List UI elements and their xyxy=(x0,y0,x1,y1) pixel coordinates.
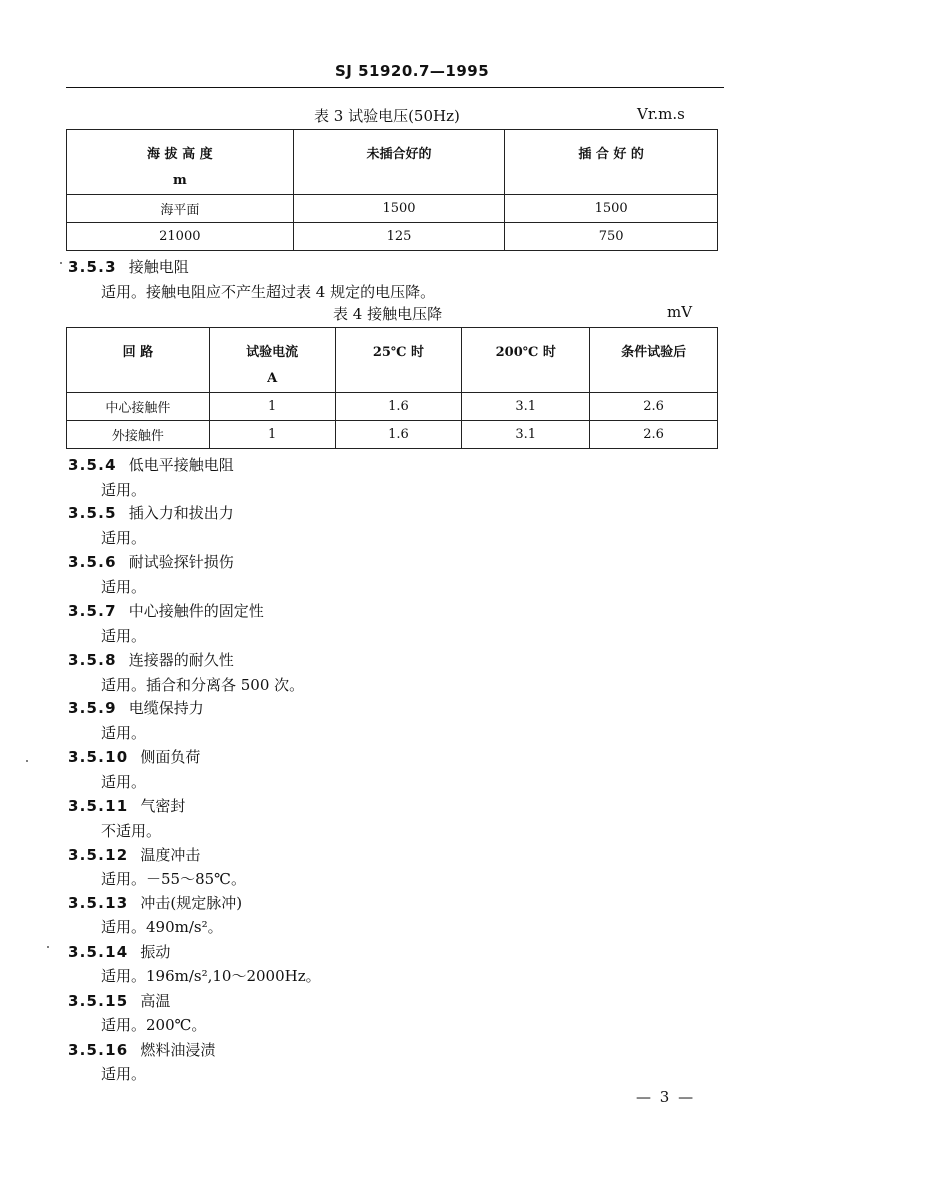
table3-caption: 表 3 试验电压(50Hz) xyxy=(314,107,460,125)
section-heading: 3.5.16 燃料油浸渍 xyxy=(68,1041,216,1059)
table-row xyxy=(67,393,718,421)
table-row xyxy=(67,421,718,449)
section-heading: 3.5.14 振动 xyxy=(68,943,171,961)
table3-unit: Vr.m.s xyxy=(637,105,685,123)
table3-cell: 750 xyxy=(505,223,718,251)
section-heading: 3.5.5 插入力和拔出力 xyxy=(68,504,234,522)
table4-header-current: 试验电流 A xyxy=(209,328,335,393)
table3-cell: 海平面 xyxy=(67,195,294,223)
document-code: SJ 51920.7—1995 xyxy=(335,62,490,80)
table4-cell: 1 xyxy=(209,393,335,421)
section-text: 适用。 xyxy=(101,1065,147,1083)
table4-header-row xyxy=(67,328,718,393)
table4-unit: mV xyxy=(667,303,693,321)
table4-header-25c: 25℃ 时 xyxy=(335,328,462,393)
table4-cell: 3.1 xyxy=(462,421,590,449)
section-heading: 3.5.10 侧面负荷 xyxy=(68,748,201,766)
section-text: 不适用。 xyxy=(101,822,162,840)
section-text: 适用。 xyxy=(101,627,147,645)
section-text: 适用。196m/s²,10～2000Hz。 xyxy=(101,967,321,985)
table3-header-unmated: 未插合好的 xyxy=(293,130,505,195)
table-row xyxy=(67,223,718,251)
section-text: 适用。490m/s²。 xyxy=(101,918,223,936)
section-heading: 3.5.8 连接器的耐久性 xyxy=(68,651,234,669)
section-3-5-3-heading: 3.5.3 接触电阻 xyxy=(68,258,189,276)
table4 xyxy=(66,327,718,449)
section-heading: 3.5.13 冲击(规定脉冲) xyxy=(68,894,243,912)
section-text: 适用。 xyxy=(101,481,147,499)
table3-cell: 1500 xyxy=(505,195,718,223)
table-row xyxy=(67,195,718,223)
scan-speck xyxy=(26,760,28,762)
section-text: 适用。插合和分离各 500 次。 xyxy=(101,676,305,694)
table4-header-200c: 200℃ 时 xyxy=(462,328,590,393)
header-rule xyxy=(66,87,724,88)
scan-speck xyxy=(60,262,62,264)
table4-cell: 外接触件 xyxy=(67,421,210,449)
section-text: 适用。 xyxy=(101,773,147,791)
section-heading: 3.5.7 中心接触件的固定性 xyxy=(68,602,264,620)
section-text: 适用。 xyxy=(101,578,147,596)
section-text: 适用。200℃。 xyxy=(101,1016,207,1034)
scan-speck xyxy=(47,946,49,948)
table3 xyxy=(66,129,718,251)
table3-header-altitude: 海 拔 高 度 m xyxy=(67,130,294,195)
table3-header-mated: 插 合 好 的 xyxy=(505,130,718,195)
section-heading: 3.5.4 低电平接触电阻 xyxy=(68,456,234,474)
section-heading: 3.5.15 高温 xyxy=(68,992,171,1010)
section-heading: 3.5.9 电缆保持力 xyxy=(68,699,204,717)
section-text: 适用。－55～85℃。 xyxy=(101,870,246,888)
table4-header-circuit: 回 路 xyxy=(67,328,210,393)
table3-cell: 125 xyxy=(293,223,505,251)
table3-cell: 21000 xyxy=(67,223,294,251)
table4-cell: 3.1 xyxy=(462,393,590,421)
section-heading: 3.5.6 耐试验探针损伤 xyxy=(68,553,234,571)
section-text: 适用。 xyxy=(101,529,147,547)
table4-header-after-test: 条件试验后 xyxy=(590,328,718,393)
table4-cell: 中心接触件 xyxy=(67,393,210,421)
table4-cell: 1.6 xyxy=(335,421,462,449)
table4-cell: 1 xyxy=(209,421,335,449)
section-3-5-3-text: 适用。接触电阻应不产生超过表 4 规定的电压降。 xyxy=(101,283,436,301)
section-heading: 3.5.11 气密封 xyxy=(68,797,186,815)
table3-header-row xyxy=(67,130,718,195)
table4-caption: 表 4 接触电压降 xyxy=(333,305,443,323)
table4-cell: 2.6 xyxy=(590,393,718,421)
table4-cell: 2.6 xyxy=(590,421,718,449)
page-number: — 3 — xyxy=(636,1088,696,1106)
table4-cell: 1.6 xyxy=(335,393,462,421)
section-text: 适用。 xyxy=(101,724,147,742)
table3-cell: 1500 xyxy=(293,195,505,223)
section-heading: 3.5.12 温度冲击 xyxy=(68,846,201,864)
